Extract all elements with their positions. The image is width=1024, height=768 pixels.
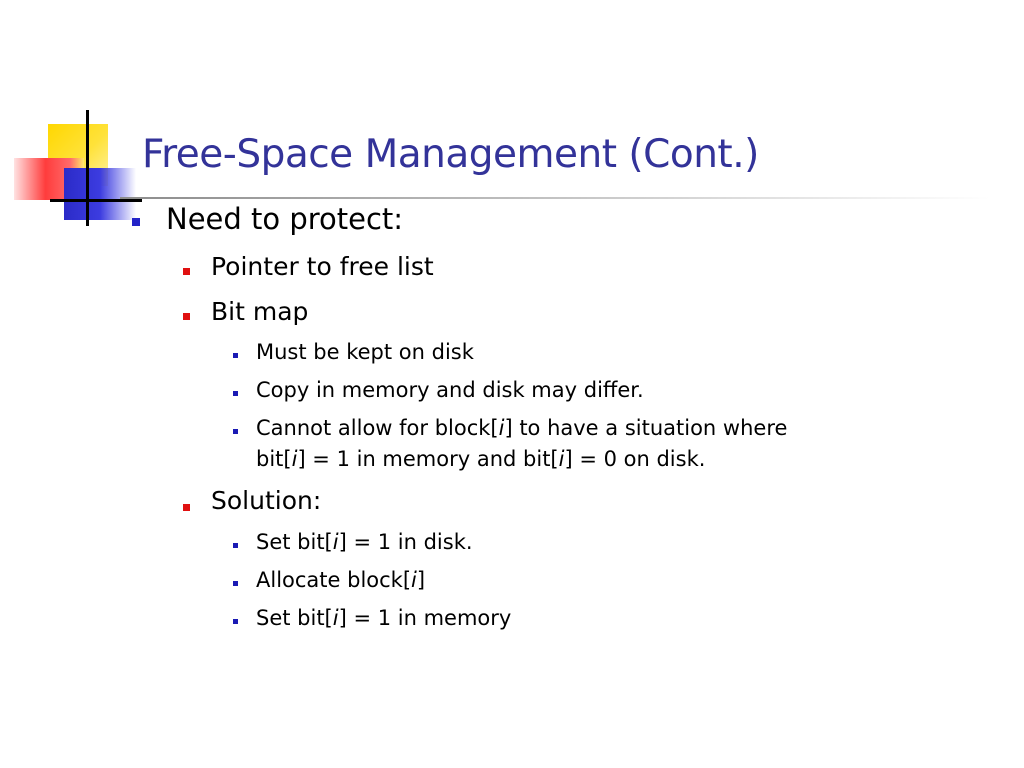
bit-map: Bit map	[211, 297, 309, 326]
text-fragment: ] = 0 on disk.	[564, 447, 706, 471]
text-fragment: ] = 1 in disk.	[338, 530, 473, 554]
index-i: i	[332, 606, 339, 630]
level2-bullet	[183, 504, 190, 511]
copy-in-memory: Copy in memory and disk may differ.	[256, 378, 644, 402]
index-i: i	[291, 447, 298, 471]
text-fragment: ] to have a situation where	[504, 416, 788, 440]
must-be-kept-on-disk: Must be kept on disk	[256, 340, 474, 364]
index-i: i	[411, 568, 417, 592]
level3-bullet	[233, 619, 238, 624]
text-fragment: ] = 1 in memory and bit[	[297, 447, 559, 471]
index-i: i	[498, 416, 505, 440]
slide-title: Free-Space Management (Cont.)	[142, 132, 759, 177]
set-bit-in-disk	[256, 527, 473, 558]
level3-bullet	[233, 353, 238, 358]
cannot-allow-line1	[256, 413, 787, 444]
logo-blue-square	[64, 168, 136, 220]
slide-logo	[0, 0, 150, 240]
text-fragment: Cannot allow for block[	[256, 416, 499, 440]
level3-bullet	[233, 543, 238, 548]
logo-vertical-line	[86, 110, 89, 226]
level3-bullet	[233, 581, 238, 586]
allocate-block	[256, 565, 425, 596]
cannot-allow-line2	[256, 444, 705, 475]
logo-horizontal-line	[50, 199, 142, 202]
need-to-protect: Need to protect:	[166, 202, 404, 236]
level2-bullet	[183, 268, 190, 275]
level1-bullet	[132, 218, 140, 226]
text-fragment: ] = 1 in memory	[338, 606, 512, 630]
level2-bullet	[183, 313, 190, 320]
text-fragment: Set bit[	[256, 606, 333, 630]
level3-bullet	[233, 391, 238, 396]
index-i: i	[558, 447, 565, 471]
pointer-to-free-list: Pointer to free list	[211, 252, 434, 281]
title-divider	[120, 197, 990, 199]
level3-bullet	[233, 429, 238, 434]
text-fragment: bit[	[256, 447, 292, 471]
text-fragment: Set bit[	[256, 530, 333, 554]
set-bit-in-memory	[256, 603, 511, 634]
text-fragment: Allocate block[	[256, 568, 412, 592]
text-fragment: ]	[416, 568, 426, 592]
solution: Solution:	[211, 486, 322, 515]
index-i: i	[332, 530, 339, 554]
